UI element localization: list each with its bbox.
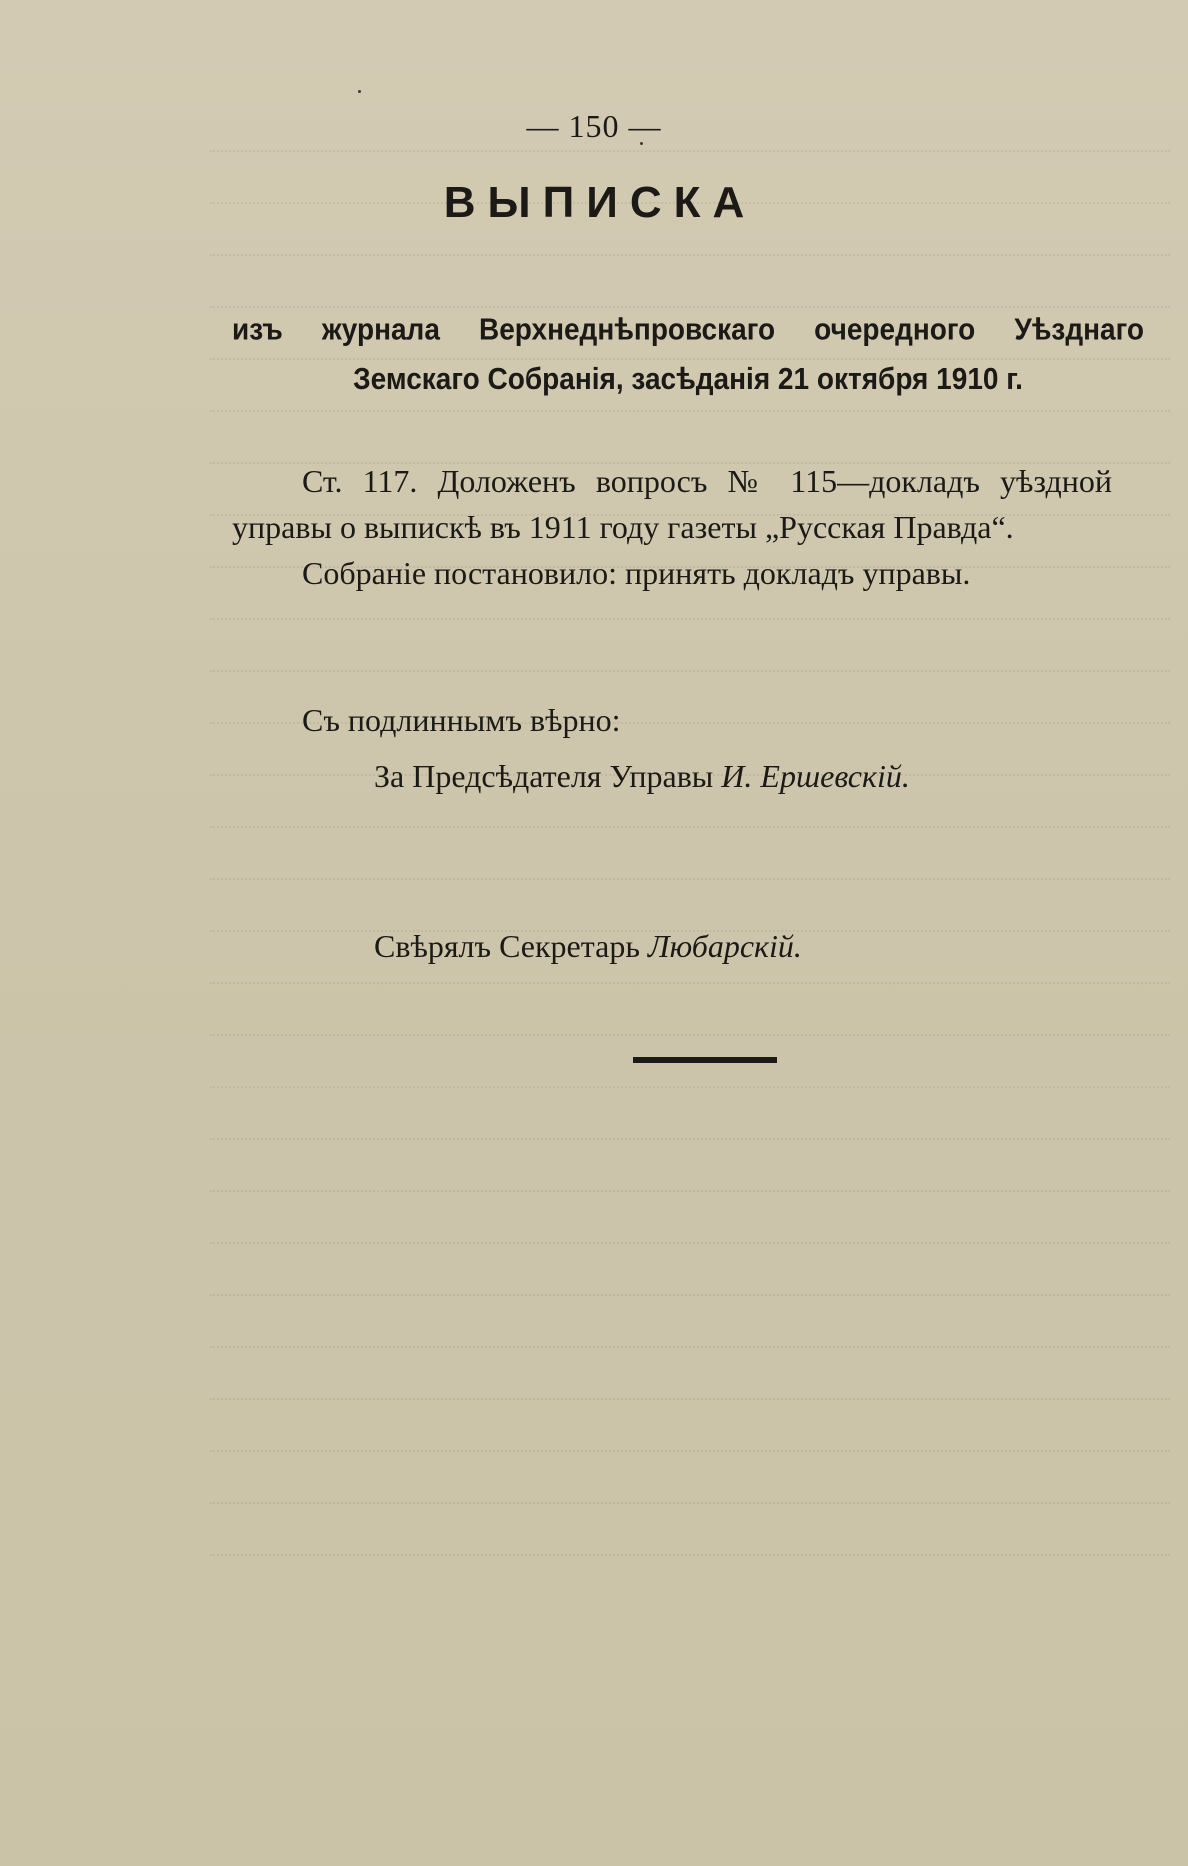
paper-speck [358,90,361,93]
secretary-label: Свѣрялъ Секретарь [374,928,640,964]
body-text [232,458,1112,596]
secretary-signature: Любарскій. [647,928,802,964]
secretary-line [374,928,802,965]
chairman-line [374,758,910,795]
paragraph-report: Ст. 117. Доложенъ вопросъ № 115—докладъ уѣздной управы о выпискѣ въ 1911 году газеты „Русская Правда“. [232,463,1112,545]
chairman-label: За Предсѣдателя Управы [374,758,714,794]
paragraph-resolution: Собраніе постановило: принять докладъ управы. [302,555,971,591]
chairman-signature: И. Ершевскій. [721,758,910,794]
closing-rule [633,1057,777,1063]
document-subtitle: изъ журнала Верхнеднѣпровскаго очередного Уѣзднаго Земскаго Собранія, засѣданія 21 октября 1910 г. [232,312,1144,396]
page-number: — 150 — [526,108,662,144]
document-title: ВЫПИСКА [443,178,757,227]
verification-label: Съ подлиннымъ вѣрно: [302,702,621,738]
